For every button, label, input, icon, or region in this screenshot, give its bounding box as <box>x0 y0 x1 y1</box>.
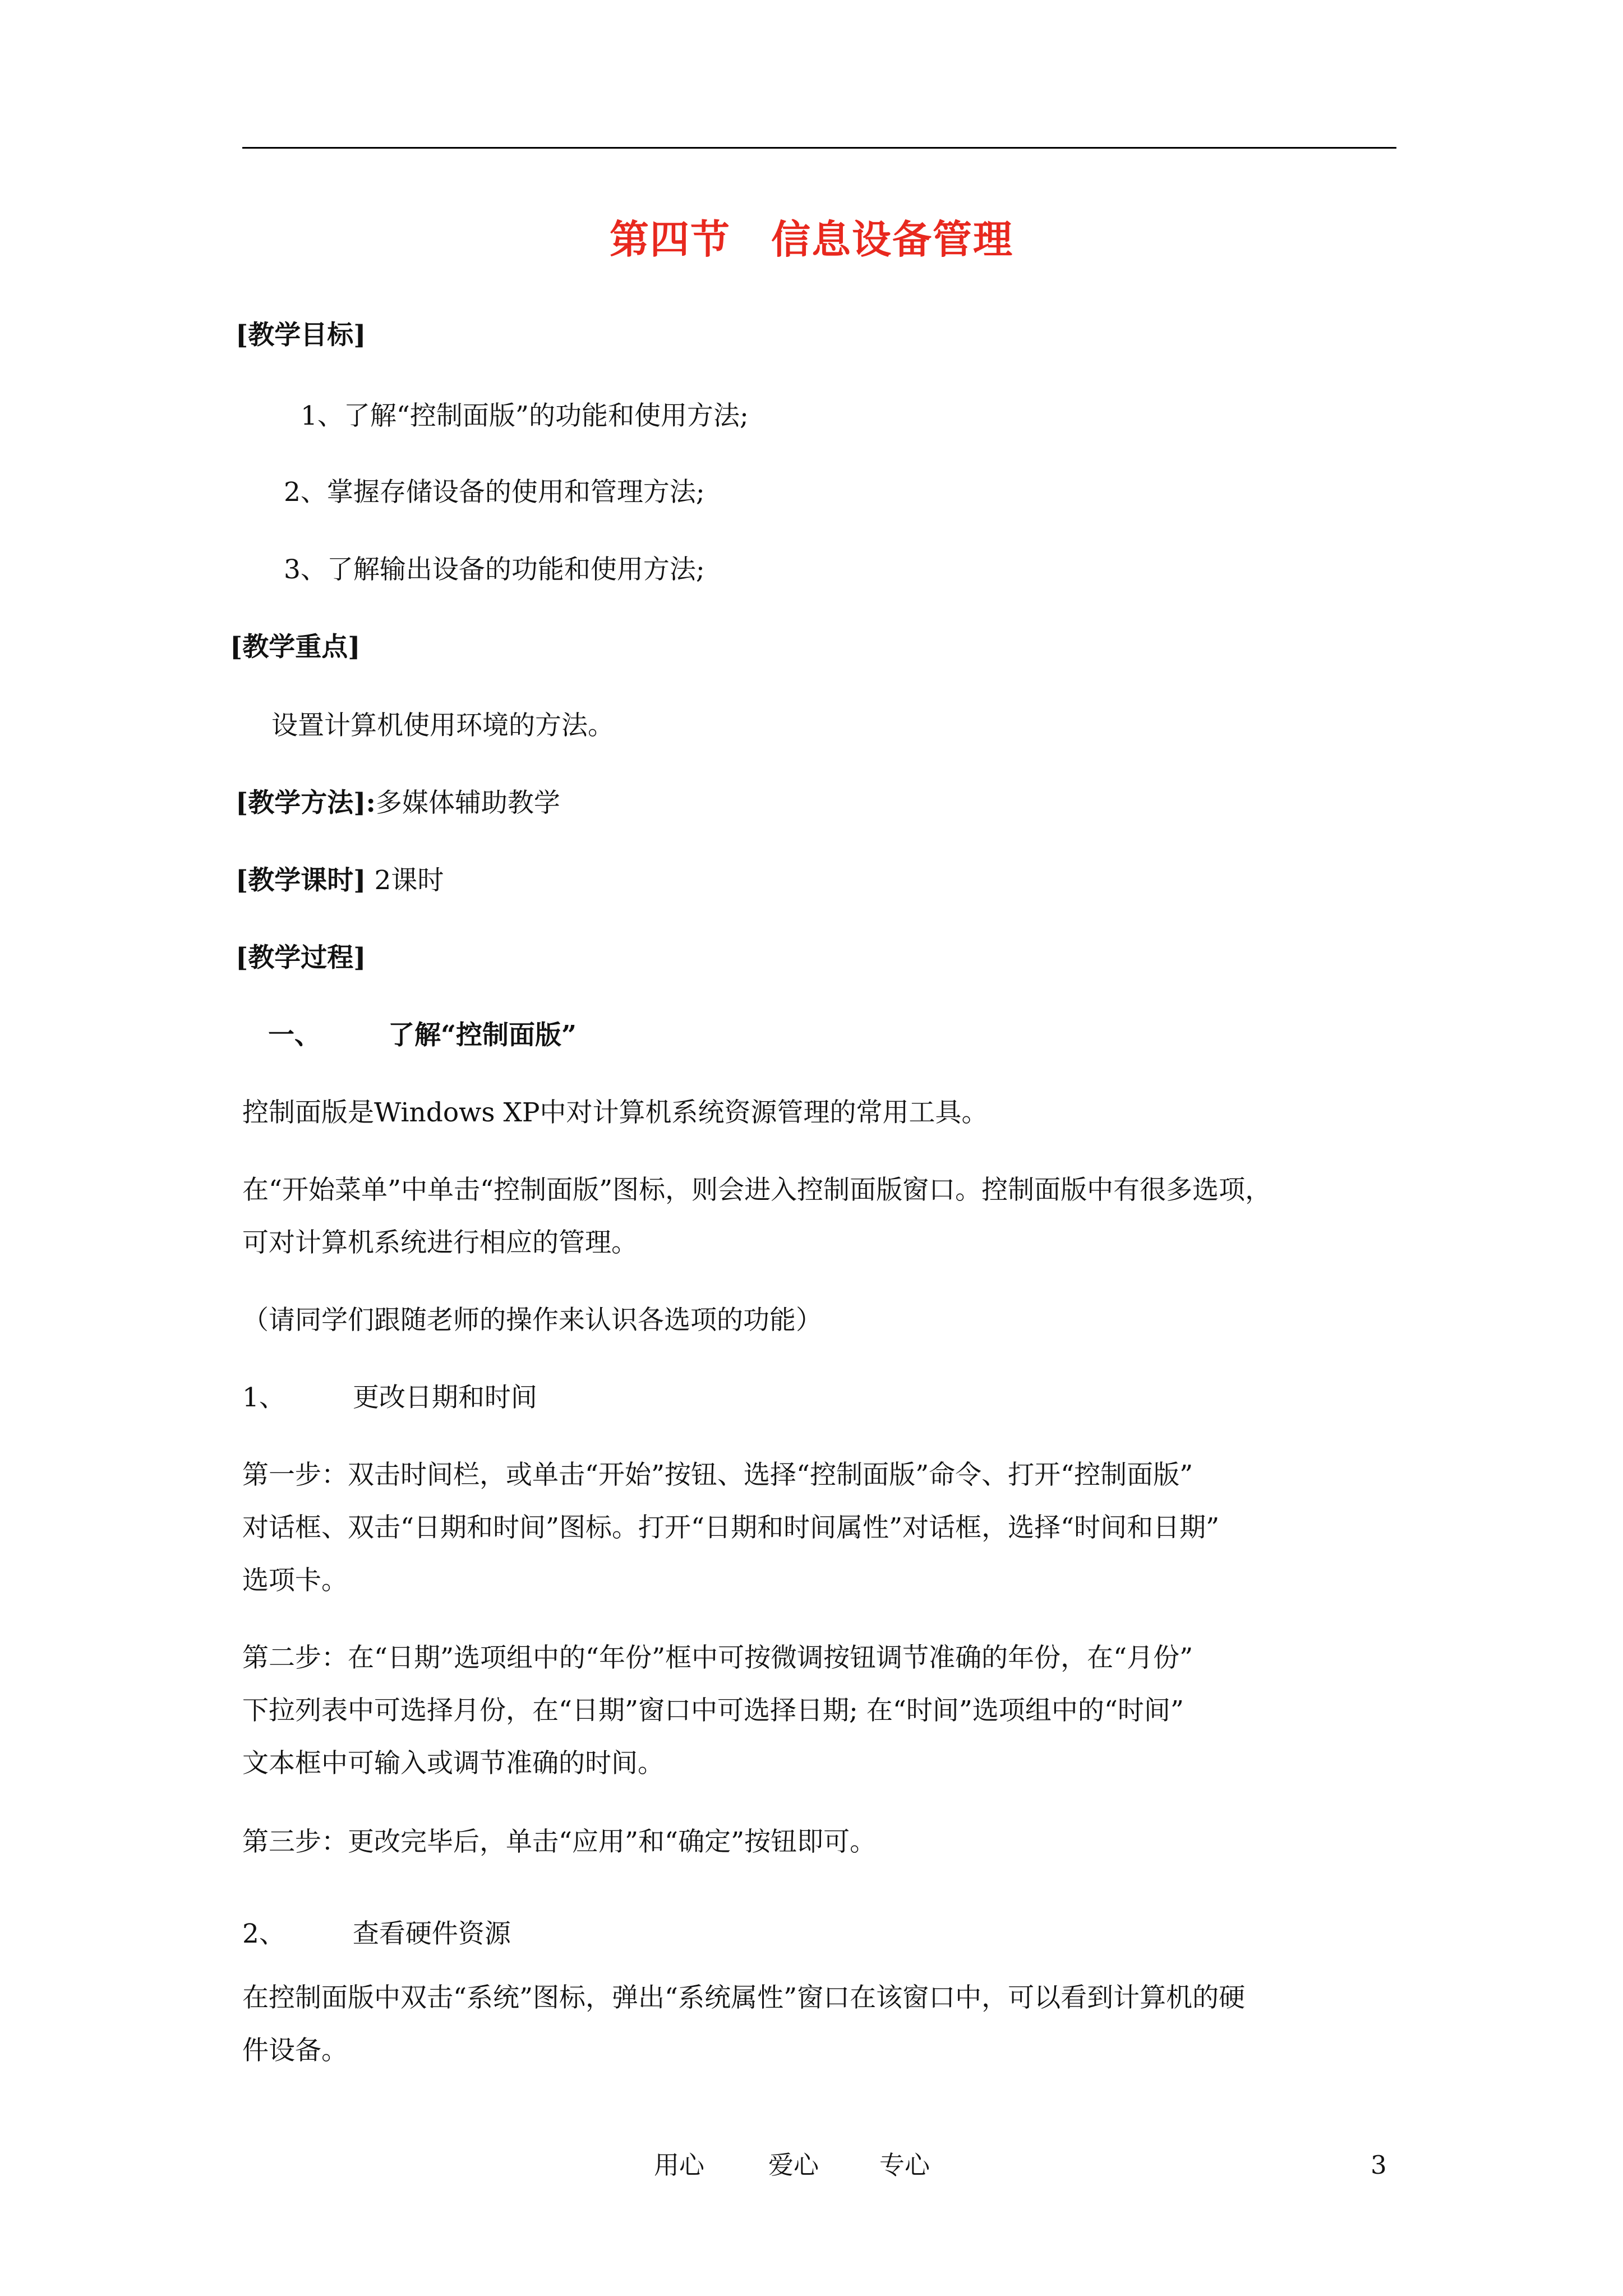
footer-motto-3: 专心 <box>879 2150 930 2180</box>
page-number: 3 <box>1371 2150 1387 2180</box>
objectives-heading: [教学目标] <box>236 320 366 351</box>
objective-item-2: 2、掌握存储设备的使用和管理方法; <box>284 477 705 508</box>
section1-heading <box>268 1019 577 1052</box>
method-heading: [教学方法]: <box>236 788 376 818</box>
sub2-title: 查看硬件资源 <box>352 1918 511 1949</box>
sub1-step2-line-3: 文本框中可输入或调节准确的时间。 <box>242 1748 664 1779</box>
footer-motto-2: 爱心 <box>768 2150 819 2180</box>
sub1-step2-line-2: 下拉列表中可选择月份，在“日期”窗口中可选择日期; 在“时间”选项组中的“时间” <box>242 1695 1184 1726</box>
sub2-number: 2、 <box>242 1918 285 1949</box>
section1-paragraph-3: （请同学们跟随老师的操作来认识各选项的功能） <box>242 1305 822 1336</box>
sub1-step1-line-1: 第一步：双击时间栏，或单击“开始”按钮、选择“控制面版”命令、打开“控制面版” <box>242 1460 1193 1490</box>
sub2-paragraph-line-1: 在控制面版中双击“系统”图标，弹出“系统属性”窗口在该窗口中，可以看到计算机的硬 <box>242 1982 1246 2013</box>
objective-item-1: 1、了解“控制面版”的功能和使用方法; <box>301 401 749 431</box>
header-rule <box>242 147 1396 149</box>
keypoint-heading: [教学重点] <box>230 632 361 662</box>
sub1-step1-line-3: 选项卡。 <box>242 1565 348 1596</box>
method-line <box>236 786 560 820</box>
method-text: 多媒体辅助教学 <box>375 788 560 818</box>
section1-title: 了解“控制面版” <box>388 1020 577 1051</box>
sub1-step3: 第三步：更改完毕后，单击“应用”和“确定”按钮即可。 <box>242 1826 877 1857</box>
footer-motto-1: 用心 <box>654 2150 705 2180</box>
hours-heading: [教学课时] <box>236 865 366 896</box>
sub2-heading <box>242 1917 511 1951</box>
sub2-paragraph-line-2: 件设备。 <box>242 2035 348 2066</box>
objective-item-3: 3、了解输出设备的功能和使用方法; <box>284 554 705 585</box>
sub1-step1-line-2: 对话框、双击“日期和时间”图标。打开“日期和时间属性”对话框，选择“时间和日期” <box>242 1512 1220 1543</box>
hours-text: 2课时 <box>374 865 444 896</box>
sub1-step2-line-1: 第二步：在“日期”选项组中的“年份”框中可按微调按钮调节准确的年份，在“月份” <box>242 1642 1193 1673</box>
section1-paragraph-1: 控制面版是Windows XP中对计算机系统资源管理的常用工具。 <box>242 1097 988 1128</box>
page-title: 第四节 信息设备管理 <box>610 216 1013 263</box>
sub1-number: 1、 <box>242 1382 285 1413</box>
section1-paragraph-2-line-2: 可对计算机系统进行相应的管理。 <box>242 1227 638 1258</box>
section1-number: 一、 <box>268 1020 321 1051</box>
section1-paragraph-2-line-1: 在“开始菜单”中单击“控制面版”图标，则会进入控制面版窗口。控制面版中有很多选项， <box>242 1175 1272 1205</box>
process-heading: [教学过程] <box>236 942 366 973</box>
sub1-title: 更改日期和时间 <box>352 1382 537 1413</box>
keypoint-text: 设置计算机使用环境的方法。 <box>271 710 614 741</box>
sub1-heading <box>242 1381 537 1415</box>
hours-line <box>236 864 444 898</box>
